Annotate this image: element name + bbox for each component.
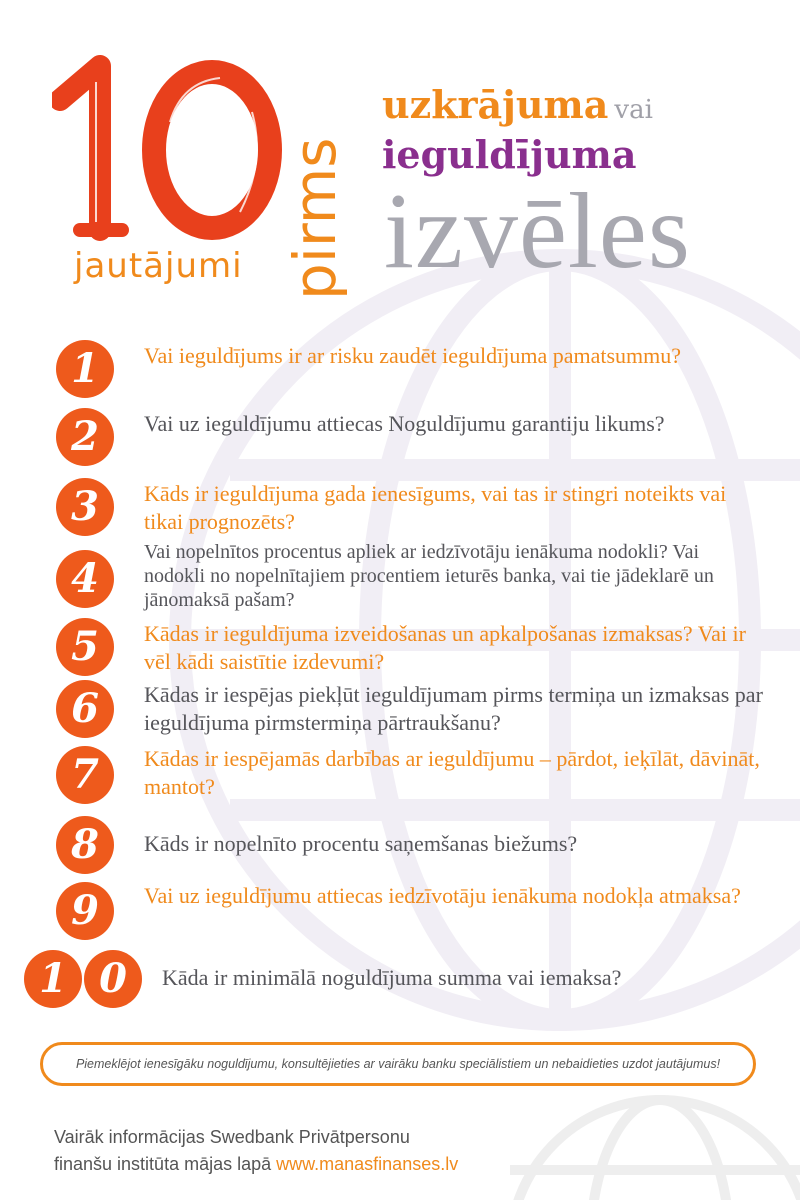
question-number-badge: 7 (56, 746, 114, 804)
question-number-badge: 6 (56, 680, 114, 738)
question-text: Kāda ir minimālā noguldījuma summa vai iemaksa? (162, 965, 622, 990)
question-text: Vai nopelnītos procentus apliek ar iedzīvotāju ienākuma nodokli? Vai nodokli no nopelnītajiem procentiem ieturēs banka, vai tie jādeklarē un jānomaksā pašam? (144, 541, 714, 611)
jautajumi-label: jautājumi (74, 246, 243, 286)
big-number-ten-graphic (52, 52, 292, 242)
vai-word: vai (614, 95, 653, 125)
question-text: Vai ieguldījums ir ar risku zaudēt ieguldījuma pamatsummu? (144, 343, 682, 368)
headline-line-1 (382, 82, 653, 127)
question-text: Kādas ir iespējas piekļūt ieguldījumam pirms termiņa un izmaksas par ieguldījuma pirmstermiņa pārtraukšanu? (144, 682, 763, 735)
question-text: Vai uz ieguldījumu attiecas iedzīvotāju ienākuma nodokļa atmaksa? (144, 883, 741, 908)
question-number-badge: 8 (56, 816, 114, 874)
more-info-text (54, 1124, 458, 1178)
pirms-vertical-label: pirms (281, 137, 349, 300)
uzkrajuma-word: uzkrājuma (382, 82, 609, 127)
more-info-line-2-text: finanšu institūta mājas lapā (54, 1154, 272, 1174)
question-number-badge: 3 (56, 478, 114, 536)
question-text: Vai uz ieguldījumu attiecas Noguldījumu garantiju likums? (144, 411, 665, 436)
question-text: Kāds ir nopelnīto procentu saņemšanas biežums? (144, 831, 578, 856)
question-number-badge: 5 (56, 618, 114, 676)
question-number-badge: 2 (56, 408, 114, 466)
manasfinanses-link[interactable]: www.manasfinanses.lv (276, 1154, 459, 1174)
question-number-badge: 4 (56, 550, 114, 608)
question-text: Kādas ir iespējamās darbības ar ieguldījumu – pārdot, ieķīlāt, dāvināt, mantot? (144, 746, 760, 799)
question-text: Kāds ir ieguldījuma gada ienesīgums, vai tas ir stingri noteikts vai tikai prognozēts? (144, 481, 727, 534)
question-text: Kādas ir ieguldījuma izveidošanas un apkalpošanas izmaksas? Vai ir vēl kādi saistītie izdevumi? (144, 621, 746, 674)
advice-banner: Piemeklējot ienesīgāku noguldījumu, konsultējieties ar vairāku banku speciālistiem un nebaidieties uzdot jautājumus! (40, 1042, 756, 1086)
more-info-line-2 (54, 1151, 458, 1178)
more-info-line-1: Vairāk informācijas Swedbank Privātpersonu (54, 1127, 410, 1147)
headline-line-3: izvēles (384, 172, 691, 291)
question-number-badge: 0 (84, 950, 142, 1008)
headline-line-2: ieguldījuma (382, 132, 637, 177)
question-number-badge: 1 (24, 950, 82, 1008)
question-number-badge: 1 (56, 340, 114, 398)
question-number-badge: 9 (56, 882, 114, 940)
